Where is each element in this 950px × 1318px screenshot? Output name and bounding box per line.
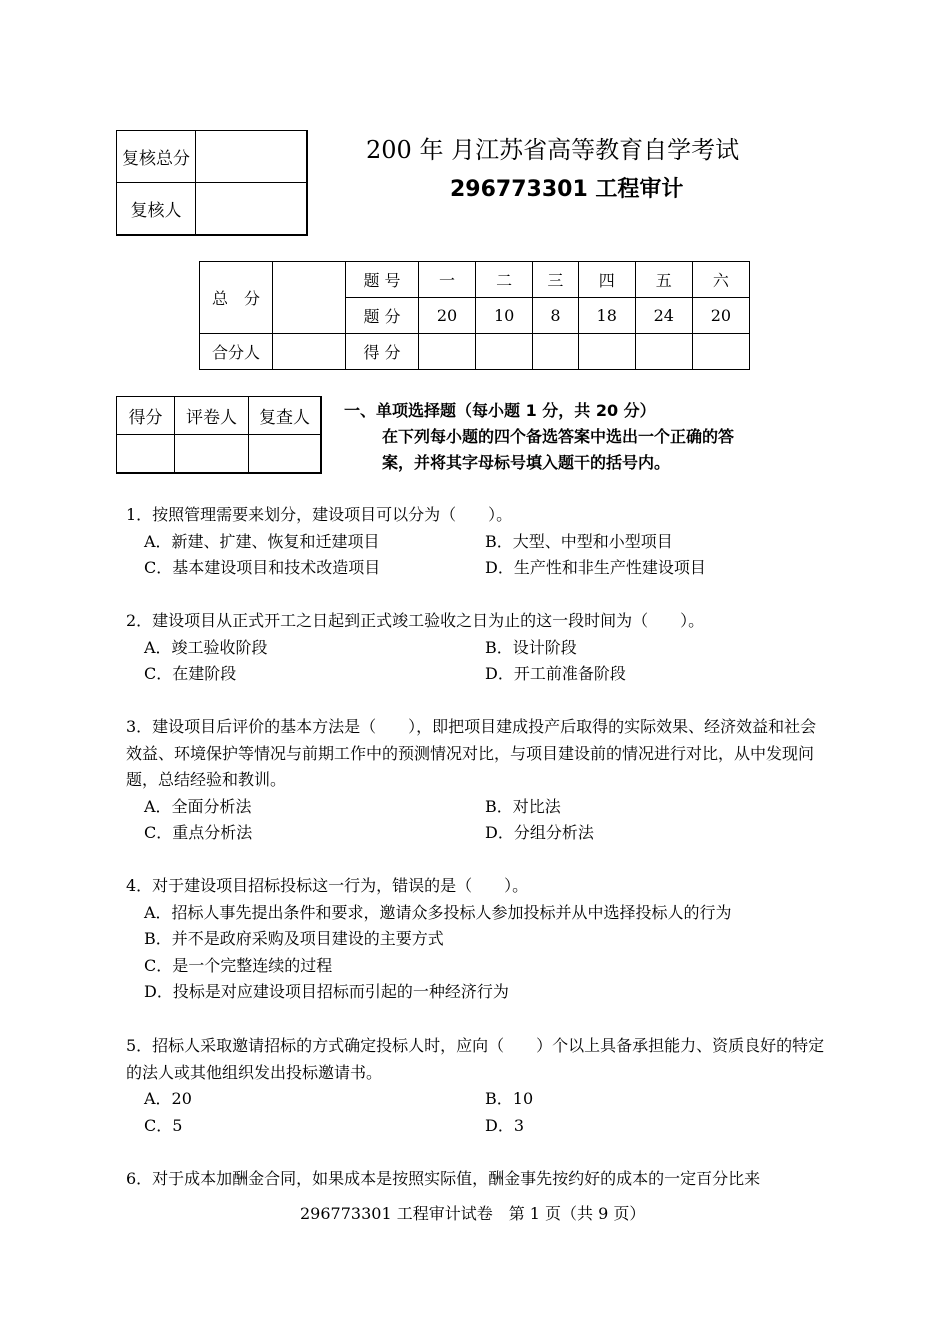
score-cell — [578, 334, 635, 370]
reviewer-label: 复核人 — [117, 183, 196, 236]
section-heading — [344, 398, 734, 476]
option-d: D．生产性和非生产性建设项目 — [485, 558, 706, 577]
checker-header: 复查人 — [249, 397, 322, 435]
row-label: 题 分 — [346, 298, 419, 334]
total-label: 总 分 — [200, 262, 273, 334]
option-d: D．3 — [485, 1115, 525, 1135]
option-c: C．基本建设项目和技术改造项目 — [144, 558, 381, 577]
option-b: B．并不是政府采购及项目建设的主要方式 — [144, 929, 444, 948]
option-d: D．开工前准备阶段 — [485, 664, 626, 683]
question-stem: 4．对于建设项目招标投标这一行为，错误的是（ ）。 — [126, 876, 529, 895]
question-number: 三 — [533, 262, 578, 298]
question-1 — [126, 502, 826, 582]
question-stem: 3．建设项目后评价的基本方法是（ ），即把项目建成投产后取得的实际效果、经济效益和社会效益、环境保护等情况与前期工作中的预测情况对比，与项目建设前的情况进行对比，从中发现问题，总结经验和教训。 — [126, 717, 817, 789]
review-box — [116, 130, 308, 236]
total-cell — [273, 262, 346, 334]
question-6 — [126, 1166, 826, 1193]
option-b: B．设计阶段 — [485, 637, 577, 657]
score-cell — [692, 334, 749, 370]
option-d: D．分组分析法 — [485, 823, 594, 842]
option-c: C．是一个完整连续的过程 — [144, 955, 333, 975]
option-c: C．5 — [144, 1115, 183, 1135]
question-3 — [126, 714, 826, 847]
option-b: B．大型、中型和小型项目 — [485, 531, 673, 551]
question-stem: 5．招标人采取邀请招标的方式确定投标人时，应向（ ）个以上具备承担能力、资质良好的特定的法人或其他组织发出投标邀请书。 — [126, 1036, 825, 1082]
exam-title: 200 年 月江苏省高等教育自学考试 — [366, 136, 740, 164]
question-points: 8 — [533, 298, 578, 334]
section-instruction: 在下列每小题的四个备选答案中选出一个正确的答 — [382, 427, 735, 446]
question-points: 24 — [635, 298, 692, 334]
option-a: A．竣工验收阶段 — [144, 637, 268, 657]
total-review-cell — [196, 131, 308, 183]
grader-cell — [175, 435, 249, 474]
row-label: 题 号 — [346, 262, 419, 298]
question-number: 六 — [692, 262, 749, 298]
option-c: C．在建阶段 — [144, 664, 237, 683]
question-5 — [126, 1033, 826, 1139]
question-points: 10 — [476, 298, 533, 334]
option-a: A．招标人事先提出条件和要求，邀请众多投标人参加投标并从中选择投标人的行为 — [144, 902, 732, 922]
score-cell — [419, 334, 476, 370]
option-a: A．新建、扩建、恢复和迁建项目 — [144, 531, 380, 551]
option-d: D．投标是对应建设项目招标而引起的一种经济行为 — [144, 982, 509, 1001]
grade-cell — [117, 435, 175, 474]
option-b: B．对比法 — [485, 796, 561, 816]
question-number: 四 — [578, 262, 635, 298]
option-a: A．全面分析法 — [144, 796, 252, 816]
checker-cell — [249, 435, 322, 474]
option-b: B．10 — [485, 1089, 534, 1108]
score-cell — [635, 334, 692, 370]
combiner-cell — [273, 334, 346, 370]
combiner-label: 合分人 — [200, 334, 273, 370]
question-number: 一 — [419, 262, 476, 298]
score-cell — [476, 334, 533, 370]
question-stem: 2．建设项目从正式开工之日起到正式竣工验收之日为止的这一段时间为（ ）。 — [126, 611, 705, 630]
question-2 — [126, 608, 826, 688]
total-review-label: 复核总分 — [117, 131, 196, 183]
question-stem: 1．按照管理需要来划分，建设项目可以分为（ ）。 — [126, 505, 513, 524]
page-footer: 296773301 工程审计试卷 第 1 页（共 9 页） — [300, 1204, 646, 1223]
row-label: 得 分 — [346, 334, 419, 370]
question-points: 18 — [578, 298, 635, 334]
question-number: 二 — [476, 262, 533, 298]
section-instruction: 案，并将其字母标号填入题干的括号内。 — [382, 453, 671, 472]
grader-header: 评卷人 — [175, 397, 249, 435]
grade-header: 得分 — [117, 397, 175, 435]
question-points: 20 — [419, 298, 476, 334]
option-c: C．重点分析法 — [144, 823, 253, 842]
course-title: 296773301 工程审计 — [450, 177, 684, 202]
reviewer-cell — [196, 183, 308, 236]
question-points: 20 — [692, 298, 749, 334]
score-cell — [533, 334, 578, 370]
question-stem: 6．对于成本加酬金合同，如果成本是按照实际值，酬金事先按约好的成本的一定百分比来 — [126, 1169, 761, 1188]
section-title: 一、单项选择题（每小题 1 分，共 20 分） — [344, 401, 656, 420]
option-a: A．20 — [144, 1089, 192, 1108]
grade-box — [116, 396, 322, 474]
score-table — [199, 261, 750, 370]
question-4 — [126, 873, 826, 1006]
question-number: 五 — [635, 262, 692, 298]
